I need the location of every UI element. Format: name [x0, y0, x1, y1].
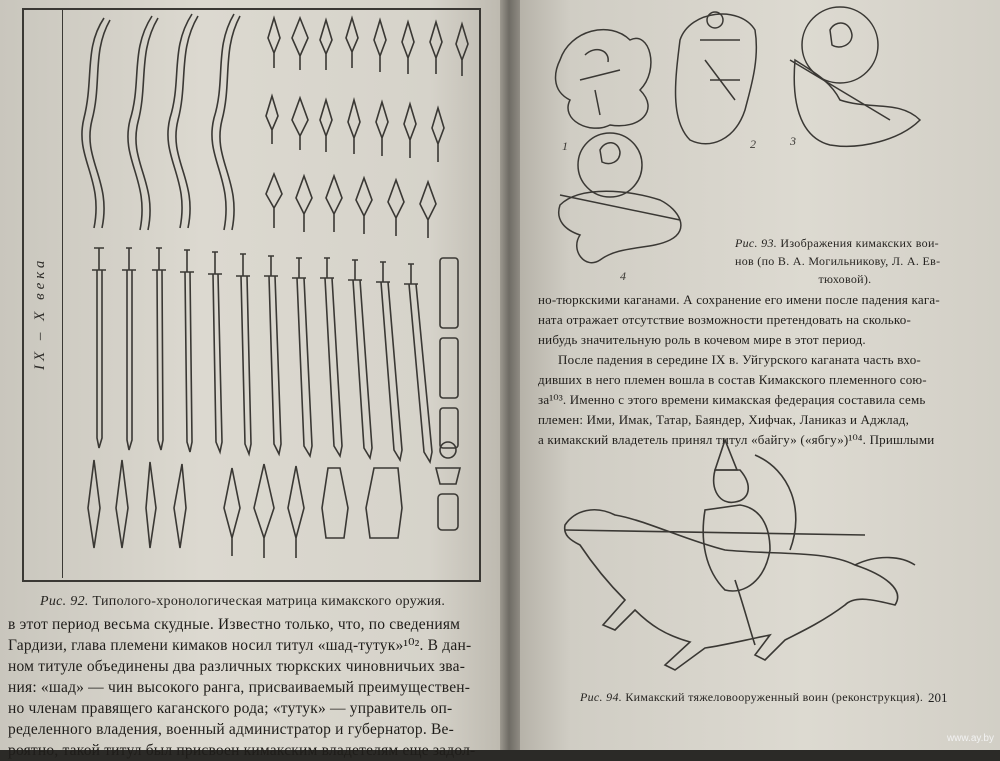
left-line: роятно, такой титул был присвоен кимакским владетелям еще задол-	[8, 742, 476, 759]
right-line: племен: Ими, Имак, Татар, Баяндер, Хифчак, Ланиказ и Аджлад,	[538, 412, 910, 427]
right-body-text	[538, 290, 978, 450]
figure-number: 1	[562, 139, 568, 153]
figure-92-caption	[40, 594, 445, 610]
plate-divider	[62, 8, 63, 578]
watermark: www.ay.by	[946, 733, 994, 744]
right-line: а кимакский владетель принял титул «байгу» («ябгу»)¹⁰⁴. Пришлыми	[538, 432, 935, 447]
heavy-warrior-illustration	[555, 430, 935, 680]
right-line: ната отражает отсутствие возможности претендовать на сколько-	[538, 312, 911, 327]
right-line: нибудь значительную роль в кочевом мире в этот период.	[538, 332, 866, 347]
figure-number: 4	[620, 269, 626, 283]
left-line: в этот период весьма скудные. Известно только, что, по сведениям	[8, 616, 461, 633]
left-line: ния: «шад» — чин высокого ранга, присваиваемый преимуществен-	[8, 679, 471, 696]
era-label: IX – X века	[32, 256, 48, 370]
figure-number: 3	[790, 134, 796, 148]
figure-94-text: Кимакский тяжеловооруженный воин (реконструкция).	[625, 690, 924, 704]
right-line: за¹⁰³. Именно с этого времени кимакская федерация составила семь	[538, 392, 926, 407]
book-gutter	[500, 0, 520, 750]
weapons-illustration	[64, 8, 476, 576]
figure-number: 2	[750, 137, 756, 151]
left-line: ределенного владения, военный администратор и губернатор. Ве-	[8, 721, 454, 738]
figure-93-line: тюховой).	[818, 272, 872, 286]
figure-93-label: Рис. 93.	[735, 236, 778, 250]
figure-94-label: Рис. 94.	[580, 690, 623, 704]
figure-92-text: Типолого-хронологическая матрица кимакского оружия.	[92, 594, 446, 609]
right-line: но-тюркскими каганами. А сохранение его имени после падения кага-	[538, 292, 940, 307]
left-line: Гардизи, глава племени кимаков носил титул «шад-тутук»¹⁰². В дан-	[8, 637, 472, 654]
figure-93-caption	[735, 234, 955, 288]
left-line: но членам правящего каганского рода; «тутук» — управитель оп-	[8, 700, 453, 717]
right-line: После падения в середине IX в. Уйгурского каганата часть вхо-	[558, 352, 921, 367]
figure-94-caption	[580, 690, 923, 705]
left-body-text	[8, 614, 498, 761]
right-line: дивших в него племен вошла в состав Кимакского племенного сою-	[538, 372, 927, 387]
figure-92-label: Рис. 92.	[40, 594, 89, 609]
figure-93-line: нов (по В. А. Могильникову, Л. А. Ев-	[735, 254, 941, 268]
left-line: ном титуле объединены два различных тюркских чиновничьих зва-	[8, 658, 466, 675]
page-number: 201	[928, 690, 948, 705]
figure-93-line: Изображения кимакских вои-	[780, 236, 939, 250]
